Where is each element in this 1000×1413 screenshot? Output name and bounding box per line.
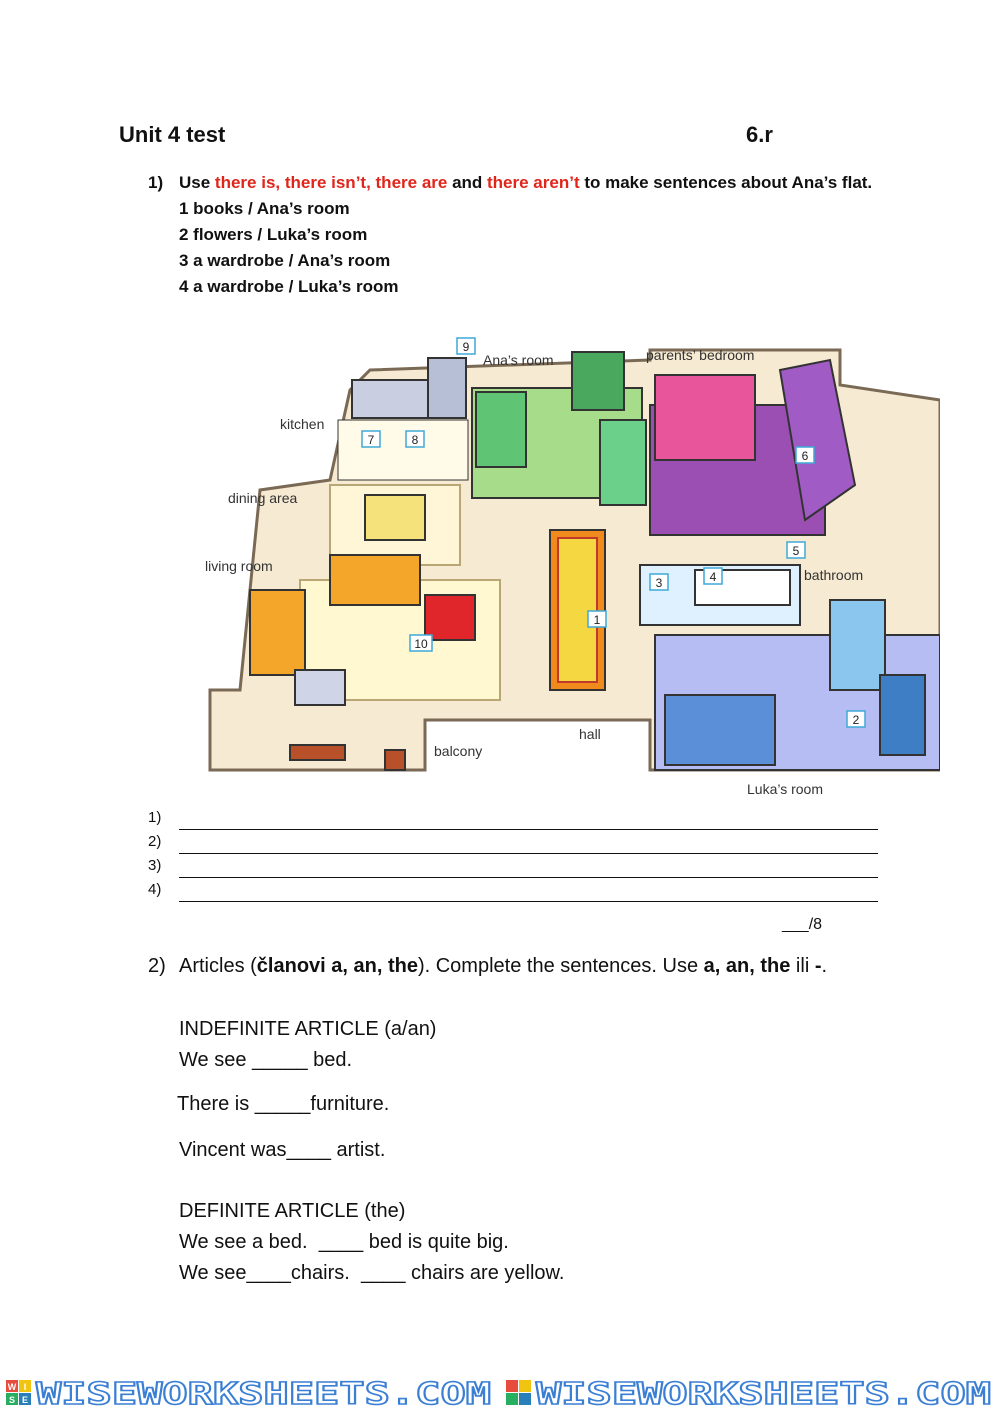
score-field: ___/8 xyxy=(782,916,823,933)
instruction-text: Use xyxy=(179,173,215,192)
fridge xyxy=(428,358,466,418)
flat-floor-plan xyxy=(180,330,940,800)
answer-number: 4) xyxy=(148,881,162,898)
answer-row xyxy=(148,854,888,878)
kitchen-floor xyxy=(338,420,468,480)
sofa-side xyxy=(250,590,305,675)
label-lukas-room: Luka’s room xyxy=(747,781,824,797)
dining-table xyxy=(365,495,425,540)
instruction-bold: - xyxy=(814,955,822,977)
label-hall: hall xyxy=(579,726,601,742)
prompt-item: 2 flowers / Luka’s room xyxy=(179,225,368,244)
answer-blank[interactable] xyxy=(179,813,878,830)
answer-row xyxy=(148,806,888,830)
instruction-text: ili xyxy=(790,955,815,977)
instruction-bold: a, an, the xyxy=(703,955,791,977)
ana-wardrobe xyxy=(600,420,646,505)
question-2 xyxy=(148,955,888,1284)
sofa xyxy=(330,555,420,605)
instruction-text: ). Complete the sentences. Use xyxy=(417,955,704,977)
watermark-logo-icon xyxy=(506,1380,531,1405)
label-bathroom: bathroom xyxy=(804,567,864,583)
instruction-text: and xyxy=(447,173,488,192)
ana-bookshelf xyxy=(572,352,624,410)
marker-2: 2 xyxy=(852,713,860,727)
answer-row xyxy=(148,878,888,902)
answer-number: 3) xyxy=(148,857,162,874)
marker-3: 3 xyxy=(655,576,663,590)
question-number: 2) xyxy=(148,955,166,977)
label-balcony: balcony xyxy=(434,743,483,759)
answer-lines xyxy=(148,806,888,902)
svg-text:W: W xyxy=(7,1382,17,1392)
tv-table xyxy=(295,670,345,705)
watermark-banner xyxy=(0,1372,1000,1413)
answer-blank[interactable] xyxy=(179,885,878,902)
page-title: Unit 4 test xyxy=(119,122,226,147)
marker-10: 10 xyxy=(414,637,428,651)
sentence: Vincent was____ artist. xyxy=(179,1139,386,1161)
marker-6: 6 xyxy=(801,449,809,463)
balcony-pot xyxy=(385,750,405,770)
label-dining-area: dining area xyxy=(228,490,298,506)
watermark-text: WISEWORKSHEETS.COM xyxy=(536,1377,991,1412)
highlight-phrase: there aren’t xyxy=(487,173,580,192)
marker-1: 1 xyxy=(593,613,601,627)
label-parents-bedroom: parents’ bedroom xyxy=(646,347,755,363)
label-anas-room: Ana’s room xyxy=(483,352,554,368)
grade-label: 6.r xyxy=(746,122,773,147)
answer-number: 2) xyxy=(148,833,162,850)
armchair xyxy=(425,595,475,640)
answer-row xyxy=(148,830,888,854)
instruction-text: to make sentences about Ana’s flat. xyxy=(579,173,873,192)
answer-blank[interactable] xyxy=(179,837,878,854)
question-1 xyxy=(148,170,888,300)
svg-text:I: I xyxy=(23,1382,27,1392)
ana-bed xyxy=(476,392,526,467)
sentence: We see____chairs. ____ chairs are yellow. xyxy=(179,1262,565,1284)
svg-text:S: S xyxy=(8,1395,16,1405)
hall-rug-inner xyxy=(558,538,597,682)
prompt-item: 1 books / Ana’s room xyxy=(179,199,350,218)
instruction-text: Articles ( xyxy=(179,955,257,977)
sentence: We see _____ bed. xyxy=(179,1049,353,1071)
label-kitchen: kitchen xyxy=(280,416,325,432)
definite-heading: DEFINITE ARTICLE (the) xyxy=(179,1200,406,1222)
indefinite-heading: INDEFINITE ARTICLE (a/an) xyxy=(179,1018,437,1040)
marker-5: 5 xyxy=(792,544,800,558)
highlight-phrase: there is, there isn’t, there are xyxy=(214,173,448,192)
sentence: We see a bed. ____ bed is quite big. xyxy=(179,1231,509,1253)
prompt-item: 3 a wardrobe / Ana’s room xyxy=(179,251,391,270)
label-living-room: living room xyxy=(205,558,273,574)
instruction-bold: članovi a, an, the xyxy=(256,955,418,977)
marker-8: 8 xyxy=(411,433,419,447)
answer-blank[interactable] xyxy=(179,861,878,878)
parents-bed xyxy=(655,375,755,460)
luka-bookshelf xyxy=(880,675,925,755)
svg-text:E: E xyxy=(21,1395,29,1405)
luka-bed xyxy=(665,695,775,765)
marker-9: 9 xyxy=(462,340,470,354)
sentence: There is _____furniture. xyxy=(177,1093,390,1115)
watermark-text: WISEWORKSHEETS.COM xyxy=(36,1377,491,1412)
balcony-planter xyxy=(290,745,345,760)
answer-number: 1) xyxy=(148,809,162,826)
luka-desk xyxy=(830,600,885,690)
instruction-text: . xyxy=(821,955,828,977)
marker-4: 4 xyxy=(709,570,717,584)
prompt-item: 4 a wardrobe / Luka’s room xyxy=(179,277,399,296)
watermark-logo-icon xyxy=(6,1380,31,1405)
marker-7: 7 xyxy=(367,433,375,447)
question-number: 1) xyxy=(148,173,164,192)
